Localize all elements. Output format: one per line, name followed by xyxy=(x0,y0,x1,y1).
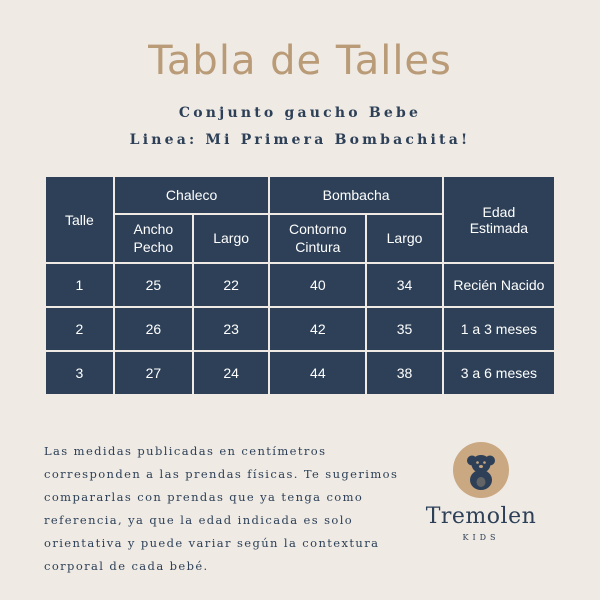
header-ancho-pecho-line2: Pecho xyxy=(133,238,174,255)
cell-talle: 1 xyxy=(45,263,114,307)
cell-contorno-cintura: 40 xyxy=(269,263,366,307)
cell-contorno-cintura: 42 xyxy=(269,307,366,351)
cell-edad: Recién Nacido xyxy=(443,263,555,307)
header-edad-line2: Estimada xyxy=(469,219,529,236)
header-contorno-line1: Contorno xyxy=(289,221,347,238)
header-contorno-cintura xyxy=(269,214,366,263)
cell-ancho-pecho: 25 xyxy=(114,263,193,307)
page-title: Tabla de Talles xyxy=(148,38,452,84)
header-largo-bombacha: Largo xyxy=(366,214,443,263)
header-bombacha: Bombacha xyxy=(269,176,442,214)
header-ancho-pecho-line1: Ancho xyxy=(133,221,174,238)
measurement-note: Las medidas publicadas en centímetros corresponden a las prendas físicas. Te sugerimos compararlas con prendas que ya tenga como referencia, ya que la edad indicada es solo orientativa y puede variar según la contextura corporal de cada bebé. xyxy=(44,444,399,573)
cell-talle: 2 xyxy=(45,307,114,351)
cell-edad: 1 a 3 meses xyxy=(443,307,555,351)
cell-largo-chaleco: 24 xyxy=(193,351,270,395)
subtitle-product: Conjunto gaucho Bebe xyxy=(178,105,422,121)
header-largo-chaleco: Largo xyxy=(193,214,270,263)
header-contorno-line2: Cintura xyxy=(295,238,341,255)
brand-name: Tremolen xyxy=(425,504,537,529)
cell-largo-bombacha: 35 xyxy=(366,307,443,351)
size-table xyxy=(44,175,556,396)
table-row xyxy=(45,307,555,351)
teddy-bear-icon xyxy=(464,452,498,490)
cell-edad: 3 a 6 meses xyxy=(443,351,555,395)
cell-talle: 3 xyxy=(45,351,114,395)
subtitle-line: Linea: Mi Primera Bombachita! xyxy=(129,131,471,148)
subtitle-block xyxy=(0,100,600,153)
cell-ancho-pecho: 26 xyxy=(114,307,193,351)
header-edad-estimada xyxy=(443,176,555,263)
table-row xyxy=(45,263,555,307)
footer xyxy=(44,436,556,578)
cell-contorno-cintura: 44 xyxy=(269,351,366,395)
cell-largo-chaleco: 22 xyxy=(193,263,270,307)
cell-largo-bombacha: 34 xyxy=(366,263,443,307)
table-row xyxy=(45,351,555,395)
brand-logo xyxy=(406,442,556,542)
header-chaleco: Chaleco xyxy=(114,176,270,214)
header-ancho-pecho xyxy=(114,214,193,263)
cell-largo-chaleco: 23 xyxy=(193,307,270,351)
header-edad-line1: Edad xyxy=(482,203,516,220)
table-header-row-groups xyxy=(45,176,555,214)
cell-largo-bombacha: 38 xyxy=(366,351,443,395)
size-table-wrapper xyxy=(44,175,556,396)
header-talle: Talle xyxy=(45,176,114,263)
brand-tagline: KIDS xyxy=(462,533,500,542)
brand-badge xyxy=(453,442,509,498)
cell-ancho-pecho: 27 xyxy=(114,351,193,395)
